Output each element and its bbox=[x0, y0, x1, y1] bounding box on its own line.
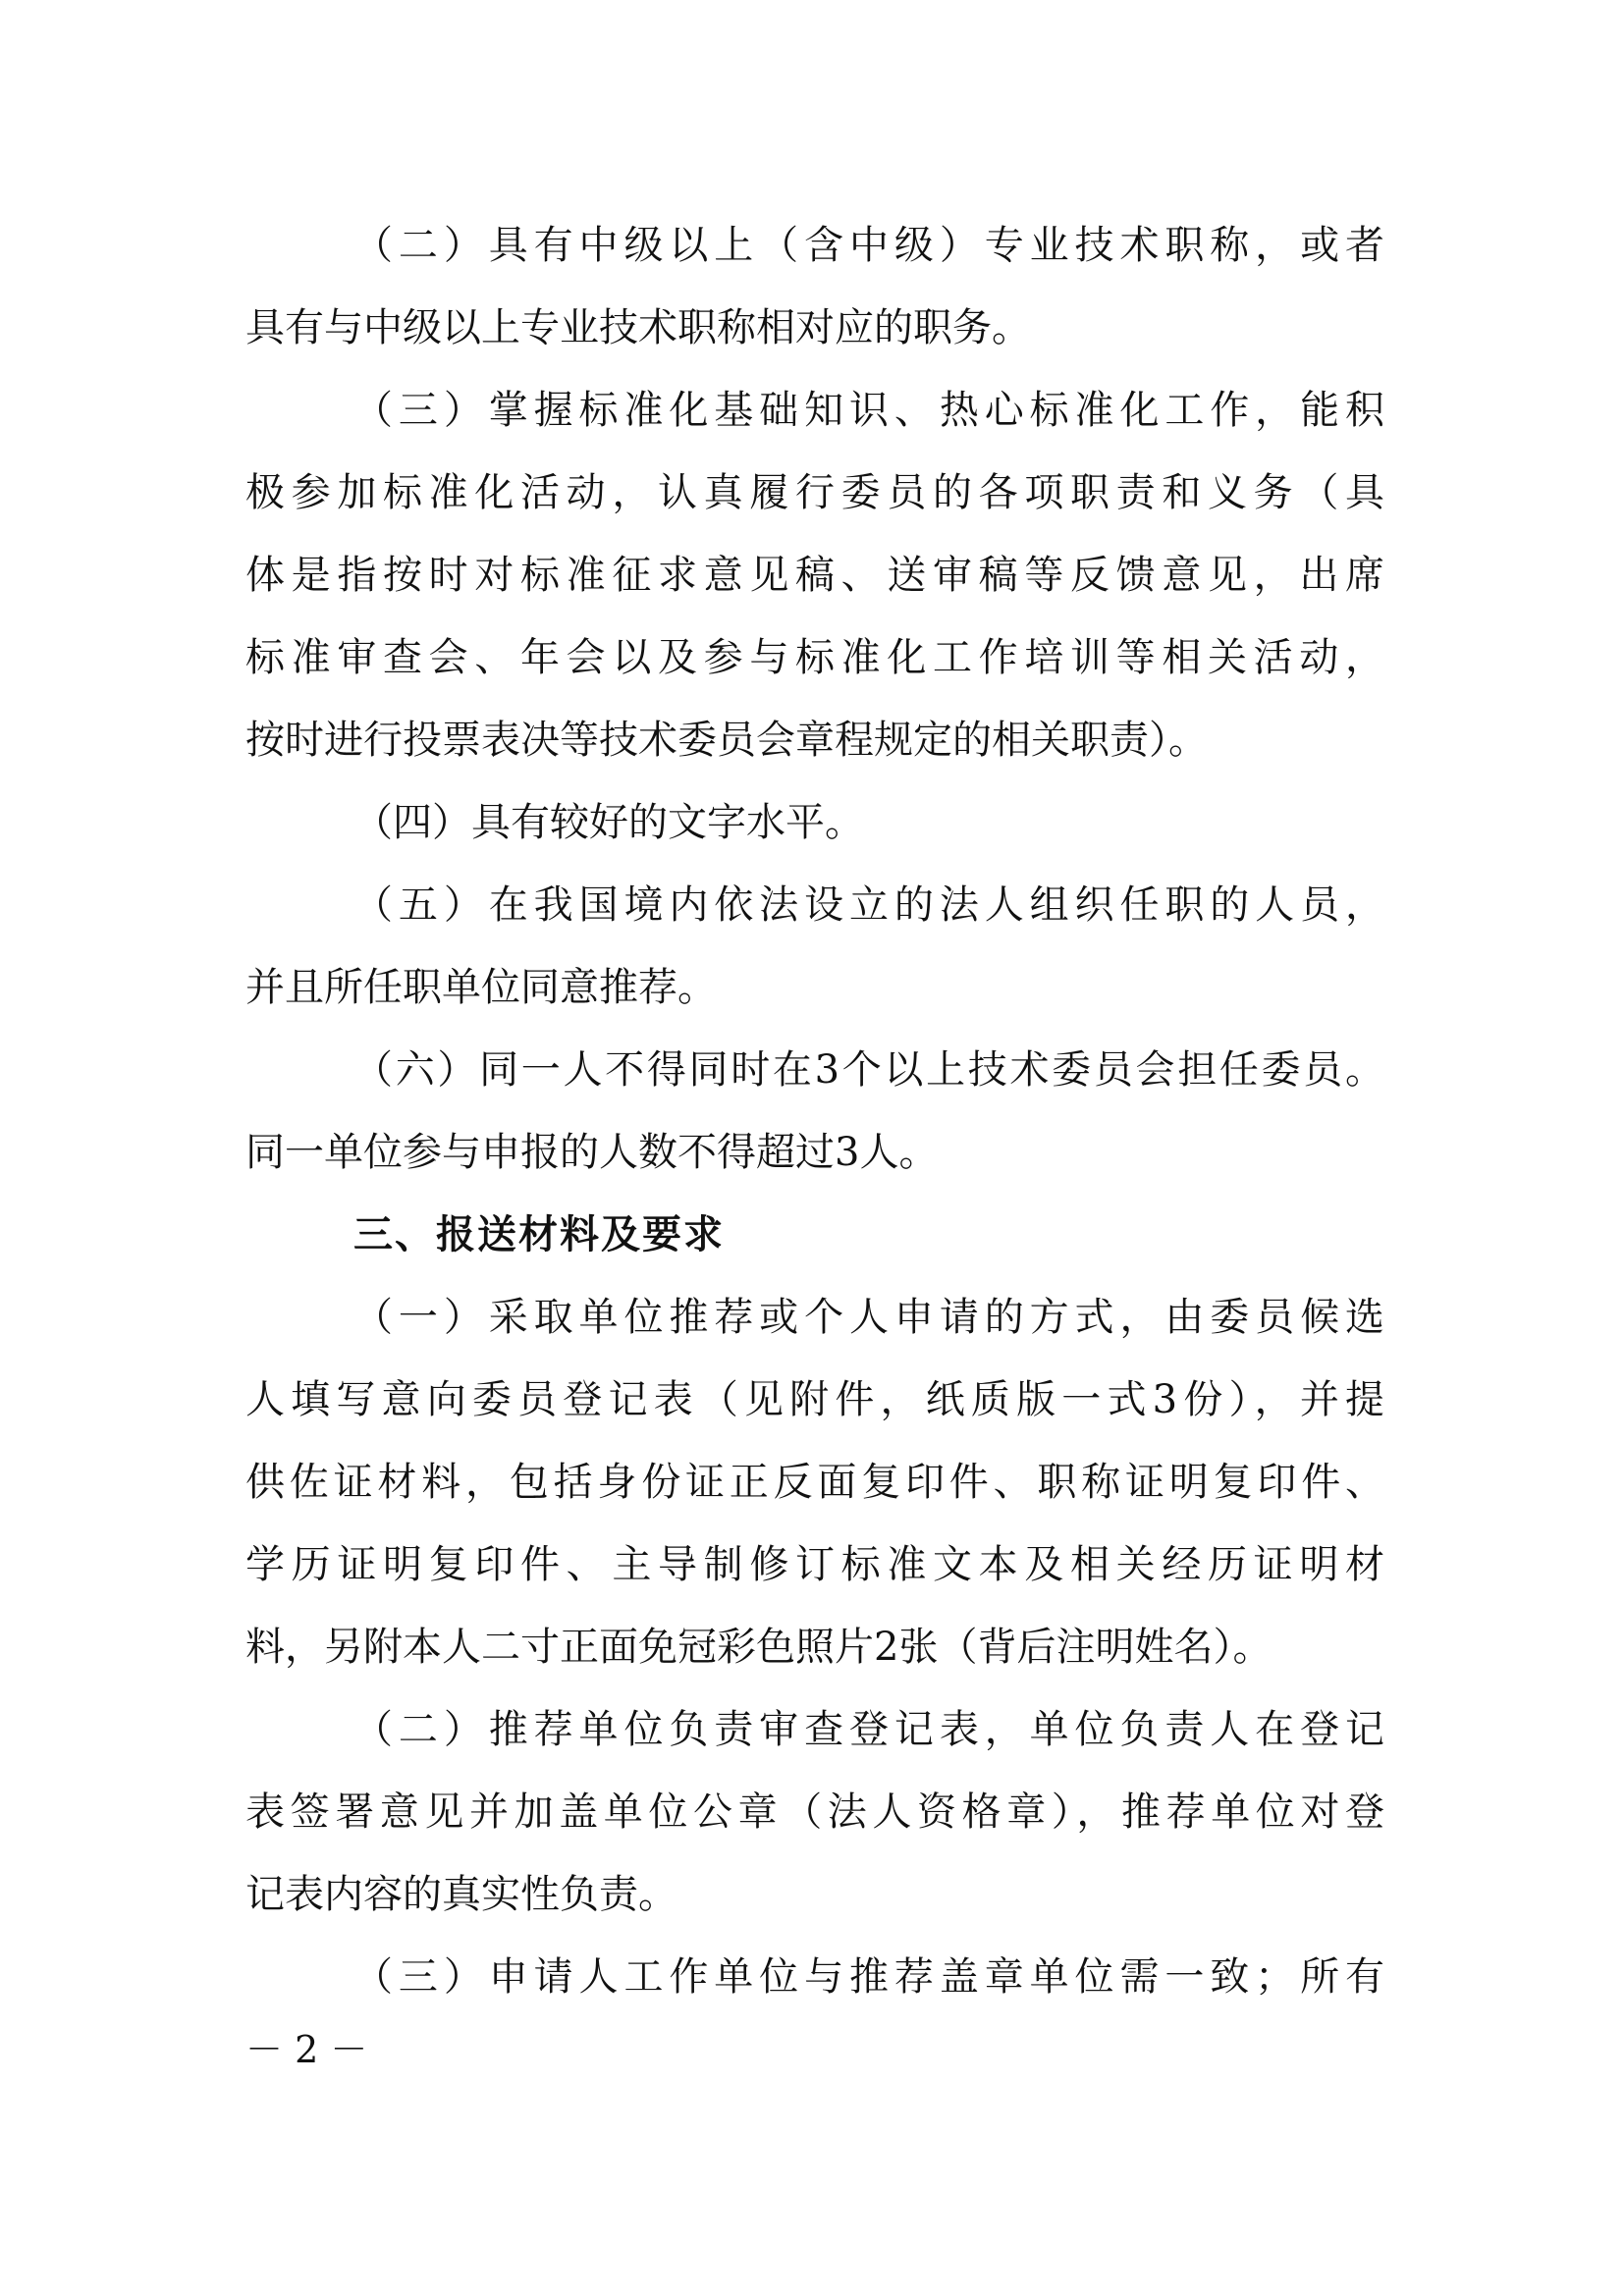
paragraph-line: 极参加标准化活动，认真履行委员的各项职责和义务（具 bbox=[245, 470, 1384, 515]
paragraph-line: 记表内容的真实性负责。 bbox=[245, 1872, 677, 1917]
page-number: － 2 － bbox=[245, 2028, 368, 2071]
paragraph-line: （六）同一人不得同时在3个以上技术委员会担任委员。 bbox=[353, 1047, 1384, 1093]
paragraph-line: 人填写意向委员登记表（见附件，纸质版一式3份），并提 bbox=[245, 1377, 1384, 1422]
paragraph-line: （二）推荐单位负责审查登记表，单位负责人在登记 bbox=[353, 1707, 1384, 1752]
section-heading: 三、报送材料及要求 bbox=[353, 1212, 725, 1257]
paragraph-line: （三）申请人工作单位与推荐盖章单位需一致；所有 bbox=[353, 1954, 1384, 2000]
paragraph-line: 表签署意见并加盖单位公章（法人资格章），推荐单位对登 bbox=[245, 1789, 1384, 1835]
paragraph-line: 同一单位参与申报的人数不得超过3人。 bbox=[245, 1130, 939, 1175]
paragraph-line: （二）具有中级以上（含中级）专业技术职称，或者 bbox=[353, 223, 1384, 268]
paragraph-line: 标准审查会、年会以及参与标准化工作培训等相关活动， bbox=[245, 635, 1384, 680]
paragraph-line: 体是指按时对标准征求意见稿、送审稿等反馈意见，出席 bbox=[245, 553, 1384, 598]
paragraph-line: 学历证明复印件、主导制修订标准文本及相关经历证明材 bbox=[245, 1542, 1384, 1587]
paragraph-line: 具有与中级以上专业技术职称相对应的职务。 bbox=[245, 305, 1031, 350]
paragraph-line: （四）具有较好的文字水平。 bbox=[353, 800, 864, 845]
paragraph-line: 料，另附本人二寸正面免冠彩色照片2张（背后注明姓名）。 bbox=[245, 1625, 1272, 1670]
paragraph-line: （三）掌握标准化基础知识、热心标准化工作，能积 bbox=[353, 388, 1384, 433]
paragraph-line: （五）在我国境内依法设立的法人组织任职的人员， bbox=[353, 882, 1384, 928]
paragraph-line: 供佐证材料，包括身份证正反面复印件、职称证明复印件、 bbox=[245, 1460, 1384, 1505]
paragraph-line: 并且所任职单位同意推荐。 bbox=[245, 965, 717, 1010]
paragraph-line: 按时进行投票表决等技术委员会章程规定的相关职责）。 bbox=[245, 718, 1208, 763]
paragraph-line: （一）采取单位推荐或个人申请的方式，由委员候选 bbox=[353, 1295, 1384, 1340]
